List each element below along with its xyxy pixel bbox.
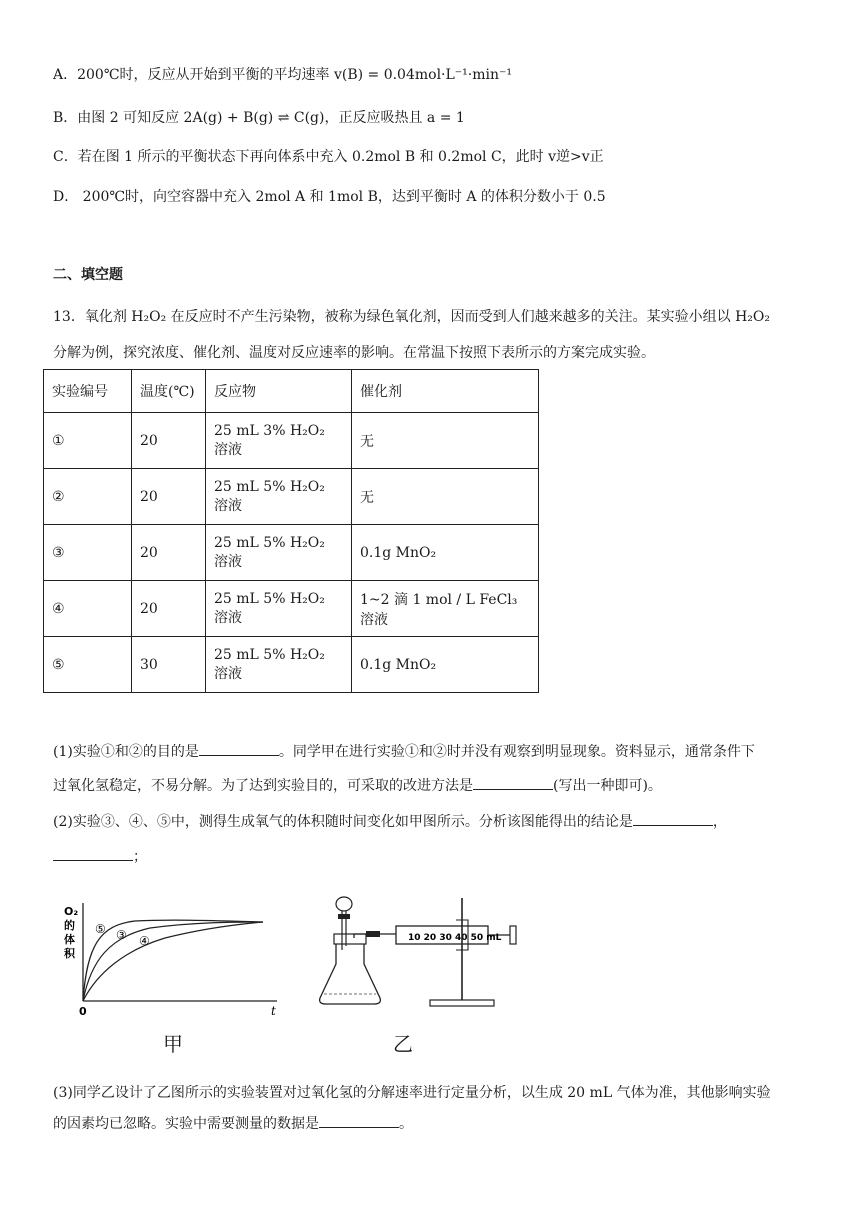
curve-4 — [83, 922, 263, 1001]
table-header-row — [44, 370, 539, 413]
part2-text: ； — [133, 849, 147, 865]
table-cell: ⑤ — [44, 637, 132, 693]
table-cell: 20 — [132, 581, 206, 637]
part3-text: 的因素均已忽略。实验中需要测量的数据是 — [53, 1116, 319, 1132]
table-cell: 无 — [352, 469, 539, 525]
header-cell: 反应物 — [206, 370, 352, 413]
section-title: 二、填空题 — [53, 267, 123, 283]
origin-label: 0 — [79, 1005, 87, 1018]
curve-5 — [83, 920, 263, 1001]
q13-intro-line2: 分解为例，探究浓度、催化剂、温度对反应速率的影响。在常温下按照下表所示的方案完成实验。 — [53, 345, 655, 361]
table-cell: ④ — [44, 581, 132, 637]
table-cell: ② — [44, 469, 132, 525]
q13-intro-line1: 13．氧化剂 H₂O₂ 在反应时不产生污染物，被称为绿色氧化剂，因而受到人们越来越多的关注。某实验小组以 H₂O₂ — [53, 309, 770, 325]
funnel-icon — [336, 897, 352, 911]
table-cell: 20 — [132, 469, 206, 525]
connector-icon — [366, 931, 380, 937]
experiment-table — [43, 369, 539, 693]
table-row — [44, 525, 539, 581]
table-row — [44, 469, 539, 525]
funnel-valve — [338, 914, 350, 919]
table-cell: 25 mL 5% H₂O₂ 溶液 — [206, 581, 352, 637]
part2-line2 — [53, 846, 147, 866]
table-cell: 1~2 滴 1 mol / L FeCl₃ 溶液 — [352, 581, 539, 637]
plunger-handle — [510, 926, 516, 944]
y-axis-label: O₂ 的 体 积 — [64, 905, 79, 960]
table-row — [44, 637, 539, 693]
option-c: C．若在图 1 所示的平衡状态下再向体系中充入 0.2mol B 和 0.2mol C，此时 v逆>v正 — [53, 149, 604, 165]
figure-yi-caption: 乙 — [393, 1032, 413, 1056]
figure-jia-caption: 甲 — [163, 1032, 183, 1056]
option-d: D． 200℃时，向空容器中充入 2mol A 和 1mol B，达到平衡时 A 的体积分数小于 0.5 — [53, 189, 606, 205]
table-row — [44, 581, 539, 637]
table-cell: 20 — [132, 413, 206, 469]
syringe-scale: 10 20 30 40 50 mL — [408, 933, 502, 943]
figure-yi-apparatus — [312, 890, 532, 1015]
header-cell: 实验编号 — [44, 370, 132, 413]
part2-line1 — [53, 811, 727, 831]
table-cell: 25 mL 3% H₂O₂ 溶液 — [206, 413, 352, 469]
answer-blank[interactable] — [633, 813, 713, 826]
answer-blank[interactable] — [319, 1115, 399, 1128]
part1-text: 过氧化氢稳定，不易分解。为了达到实验目的，可采取的改进方法是 — [53, 778, 473, 794]
option-a: A．200℃时，反应从开始到平衡的平均速率 v(B) = 0.04mol·L⁻¹·min⁻¹ — [53, 67, 513, 83]
curve-label: ④ — [139, 934, 150, 948]
stopper-icon — [334, 934, 366, 944]
table-cell: ③ — [44, 525, 132, 581]
curve-label: ③ — [116, 928, 127, 942]
option-b: B．由图 2 可知反应 2A(g) + B(g) ⇌ C(g)，正反应吸热且 a = 1 — [53, 110, 465, 126]
part1-text: 。同学甲在进行实验①和②时并没有观察到明显现象。资料显示，通常条件下 — [278, 744, 755, 760]
flask-icon — [320, 942, 381, 1004]
stand-base — [430, 1000, 494, 1006]
table-cell: 30 — [132, 637, 206, 693]
answer-blank[interactable] — [473, 777, 553, 790]
table-cell: 无 — [352, 413, 539, 469]
table-cell: 0.1g MnO₂ — [352, 525, 539, 581]
part3-line2 — [53, 1113, 413, 1133]
curve-label: ⑤ — [95, 922, 106, 936]
answer-blank[interactable] — [199, 743, 279, 756]
part1-text: (1)实验①和②的目的是 — [53, 744, 199, 760]
part2-text: (2)实验③、④、⑤中，测得生成氧气的体积随时间变化如甲图所示。分析该图能得出的结论是 — [53, 814, 633, 830]
part3-text: 。 — [399, 1116, 413, 1132]
table-cell: 25 mL 5% H₂O₂ 溶液 — [206, 637, 352, 693]
table-row — [44, 413, 539, 469]
table-cell: 0.1g MnO₂ — [352, 637, 539, 693]
part1-line1 — [53, 741, 755, 761]
part1-text: (写出一种即可)。 — [553, 778, 662, 794]
x-axis-label: t — [271, 1004, 276, 1018]
curve-3 — [83, 922, 263, 1001]
table-cell: 25 mL 5% H₂O₂ 溶液 — [206, 469, 352, 525]
part1-line2 — [53, 775, 662, 795]
part2-text: ， — [712, 814, 727, 830]
part3-line1: (3)同学乙设计了乙图所示的实验装置对过氧化氢的分解速率进行定量分析，以生成 20 mL 气体为准，其他影响实验 — [53, 1085, 771, 1101]
table-cell: 25 mL 5% H₂O₂ 溶液 — [206, 525, 352, 581]
figure-jia-graph — [55, 895, 285, 1025]
table-cell: 20 — [132, 525, 206, 581]
header-cell: 催化剂 — [352, 370, 539, 413]
answer-blank[interactable] — [53, 848, 133, 861]
header-cell: 温度(℃) — [132, 370, 206, 413]
table-cell: ① — [44, 413, 132, 469]
